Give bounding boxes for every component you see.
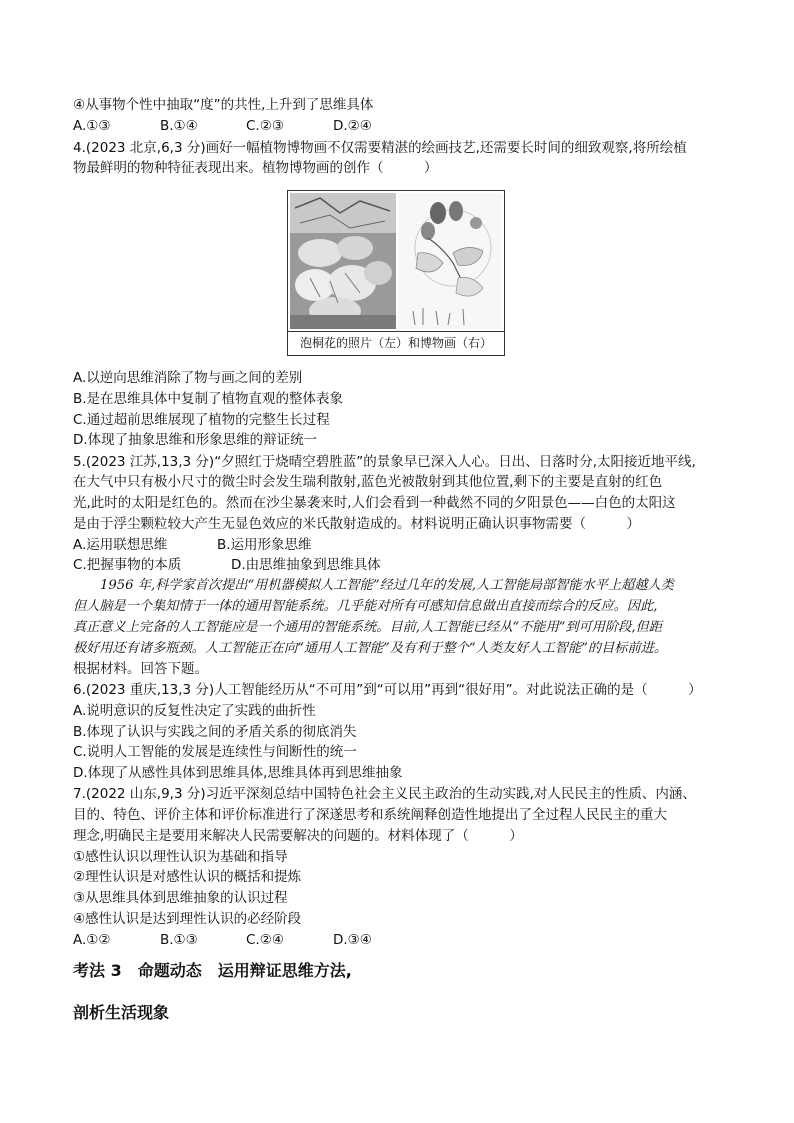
q4-stem-line-2: 物最鲜明的物种特征表现出来。植物博物画的创作（ ） (73, 160, 438, 176)
q4-figure (287, 190, 505, 356)
passage-line-4: 极好用还有诸多瓶颈。人工智能正在向“通用人工智能”及有利于整个“人类友好人工智能”的目标前进。 (73, 641, 668, 656)
q6-option-b[interactable]: B.体现了认识与实践之间的矛盾关系的彻底消失 (73, 724, 357, 740)
q7-stem-line-2: 目的、特色、评价主体和评价标准进行了深遂思考和系统阐释创造性地提出了全过程人民民主的重大 (73, 807, 667, 823)
q7-item-2: ②理性认识是对感性认识的概括和提炼 (73, 869, 302, 885)
q5-options-row-2 (73, 555, 381, 575)
section-heading-line-1: 考法 3 命题动态 运用辩证思维方法, (73, 961, 352, 980)
q7-stem-line-3: 理念,明确民主是要用来解决人民需要解决的问题的。材料体现了（ ） (73, 828, 523, 844)
q7-option-a[interactable]: A.①② (73, 932, 111, 948)
passage-instruction: 根据材料。回答下题。 (73, 661, 208, 677)
q7-stem-line-1: 7.(2022 山东,9,3 分)习近平深刻总结中国特色社会主义民主政治的生动实践,对人民民主的性质、内涵、 (73, 786, 696, 802)
paulownia-botanical-drawing-image (398, 193, 502, 329)
q7-item-4: ④感性认识是达到理性认识的必经阶段 (73, 911, 302, 927)
figure-divider (288, 331, 504, 332)
q4-stem-line-1: 4.(2023 北京,6,3 分)画好一幅植物博物画不仅需要精湛的绘画技艺,还需要长时间的细致观察,将所绘植 (73, 140, 687, 156)
q4-option-d[interactable]: D.体现了抽象思维和形象思维的辩证统一 (73, 432, 318, 448)
section-heading-line-2: 剖析生活现象 (73, 1003, 170, 1022)
passage-line-1: 1956 年,科学家首次提出“用机器模拟人工智能”经过几年的发展,人工智能局部智能水平上超越人类 (100, 578, 674, 593)
q5-stem-line-3: 光,此时的太阳是红色的。然而在沙尘暴袭来时,人们会看到一种截然不同的夕阳景色——白色的太阳这 (73, 495, 676, 511)
passage-line-2: 但人脑是一个集知情于一体的通用智能系统。几乎能对所有可感知信息做出直接而综合的反应。因此, (73, 599, 658, 614)
q5-stem-line-4: 是由于浮尘颗粒较大产生无显色效应的米氏散射造成的。材料说明正确认识事物需要（ ） (73, 516, 640, 532)
q5-stem-line-2: 在大气中只有极小尺寸的微尘时会发生瑞利散射,蓝色光被散射到其他位置,剩下的主要是直射的红色 (73, 474, 663, 490)
q4-option-b[interactable]: B.是在思维具体中复制了植物直观的整体表象 (73, 391, 344, 407)
q5-option-b[interactable]: B.运用形象思维 (217, 537, 312, 553)
q6-option-d[interactable]: D.体现了从感性具体到思维具体,思维具体再到思维抽象 (73, 765, 403, 781)
q7-option-d[interactable]: D.③④ (333, 932, 372, 948)
q3-item-4: ④从事物个性中抽取“度”的共性,上升到了思维具体 (73, 97, 374, 113)
paulownia-photo-image (290, 193, 396, 329)
q3-options (73, 116, 372, 136)
q4-option-a[interactable]: A.以逆向思维消除了物与画之间的差别 (73, 370, 303, 386)
option-c[interactable]: C.②③ (246, 118, 284, 134)
option-a[interactable]: A.①③ (73, 118, 111, 134)
q5-option-a[interactable]: A.运用联想思维 (73, 537, 168, 553)
option-d[interactable]: D.②④ (333, 118, 372, 134)
q7-item-3: ③从思维具体到思维抽象的认识过程 (73, 890, 288, 906)
q7-options (73, 930, 372, 950)
q7-option-c[interactable]: C.②④ (246, 932, 284, 948)
q5-option-c[interactable]: C.把握事物的本质 (73, 557, 182, 573)
figure-caption: 泡桐花的照片（左）和博物画（右） (299, 336, 492, 350)
q7-option-b[interactable]: B.①③ (160, 932, 198, 948)
q5-options-row-1 (73, 535, 312, 555)
q4-option-c[interactable]: C.通过超前思维展现了植物的完整生长过程 (73, 412, 330, 428)
q6-option-c[interactable]: C.说明人工智能的发展是连续性与间断性的统一 (73, 744, 357, 760)
q7-item-1: ①感性认识以理性认识为基础和指导 (73, 849, 288, 865)
q6-stem: 6.(2023 重庆,13,3 分)人工智能经历从“不可用”到“可以用”再到“很好用”。对此说法正确的是（ ） (73, 682, 702, 698)
q6-option-a[interactable]: A.说明意识的反复性决定了实践的曲折性 (73, 703, 316, 719)
passage-line-3: 真正意义上完备的人工智能应是一个通用的智能系统。目前,人工智能已经从“不能用”到可用阶段,但距 (73, 620, 662, 635)
q5-option-d[interactable]: D.由思维抽象到思维具体 (231, 557, 381, 573)
option-b[interactable]: B.①④ (160, 118, 198, 134)
q5-stem-line-1: 5.(2023 江苏,13,3 分)“夕照红于烧晴空碧胜蓝”的景象早已深入人心。日出、日落时分,太阳接近地平线, (73, 454, 696, 470)
